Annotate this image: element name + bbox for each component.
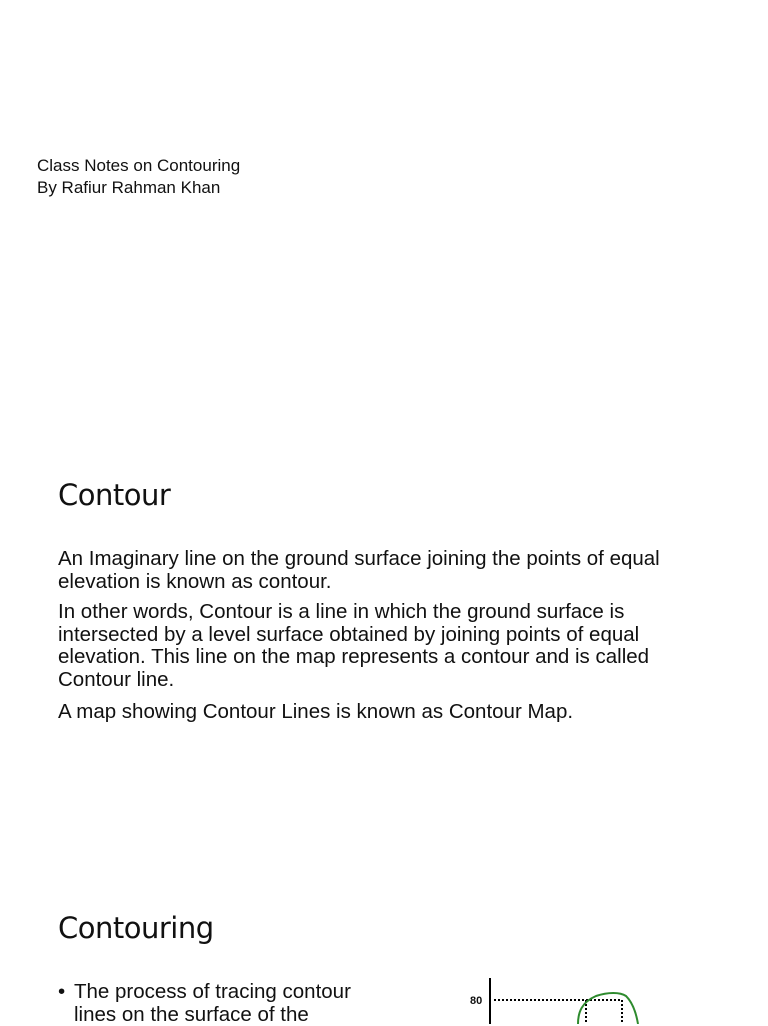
explanation-paragraph: In other words, Contour is a line in which the ground surface is intersected by a level surface obtained by joining points of equal elevation. This line on the map represents a contour and is called Contour line. — [58, 600, 650, 691]
bullet-text: The process of tracing contour lines on the surface of the — [74, 980, 351, 1026]
contour-diagram — [460, 972, 650, 1024]
document-header — [37, 155, 240, 199]
contour-diagram-svg — [460, 972, 650, 1024]
section-title-contouring: Contouring — [58, 911, 214, 945]
header-title: Class Notes on Contouring — [37, 156, 241, 175]
bullet-icon: • — [58, 980, 66, 1003]
contouring-bullet-list — [58, 981, 388, 1026]
elevation-label: 80 — [470, 995, 483, 1007]
contour-map-paragraph: A map showing Contour Lines is known as Contour Map. — [58, 700, 574, 723]
definition-paragraph: An Imaginary line on the ground surface joining the points of equal elevation is known as contour. — [58, 547, 660, 593]
section-title-contour: Contour — [58, 478, 171, 512]
list-item — [58, 981, 388, 1026]
header-author: By Rafiur Rahman Khan — [37, 178, 221, 197]
